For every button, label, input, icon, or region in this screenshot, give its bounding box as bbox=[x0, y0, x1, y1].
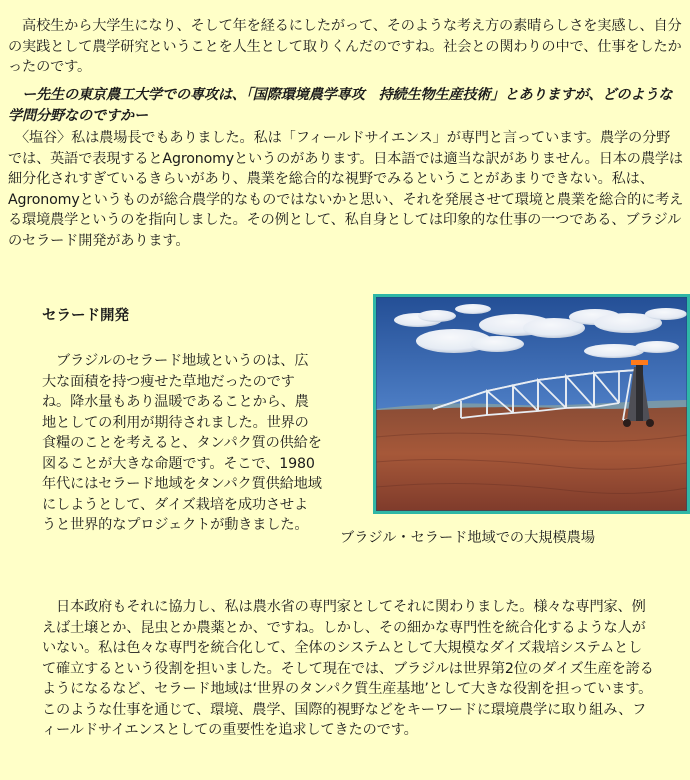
farm-photo-illustration bbox=[376, 297, 687, 511]
cerrado-section-heading: セラード開発 bbox=[42, 308, 129, 325]
red-soil-field bbox=[376, 407, 687, 511]
interview-question: ー先生の東京農工大学での専攻は、「国際環境農学専攻 持続生物生産技術」とありますが、どのような学問分野なのですかー bbox=[8, 87, 673, 124]
cerrado-farm-photo bbox=[373, 294, 690, 514]
answer-paragraph: 〈塩谷〉私は農場長でもありました。私は「フィールドサイエンス」が専門と言っています。農学の分野では、英語で表現するとAgronomyというのがあります。日本語では適当な訳がありません。日本の農学は細分化されすぎているきらいがあり、農業を総合的な視野でみるということがあまりできない。私は、Agronomyというものが総合農学的なものではないかと思い、それを発展させて環境と農業を総合的に考える環境農学というのを指向しました。その例として、私自身としては印象的な仕事の一つである、ブラジルのセラード開発があります。 bbox=[8, 130, 684, 249]
photo-caption: ブラジル・セラード地域での大規模農場 bbox=[340, 530, 596, 547]
cerrado-paragraph: ブラジルのセラード地域というのは、広大な面積を持つ痩せた草地だったのですね。降水量もあり温暖であることから、農地としての利用が期待されました。世界の食糧のことを考えると、タンパク質の供給を図ることが大きな命題です。そこで、1980年代にはセラード地域をタンパク質供給地域にしようとして、ダイズ栽培を成功させようと世界的なプロジェクトが動きました。 bbox=[42, 353, 322, 534]
closing-paragraph: 日本政府もそれに協力し、私は農水省の専門家としてそれに関わりました。様々な専門家、例えば土壌とか、昆虫とか農薬とか、ですね。しかし、その細かな専門性を統合化するような人がいない。私は色々な専門を統合化して、全体のシステムとして大規模なダイズ栽培システムとして確立するという役割を担いました。そして現在では、ブラジルは世界第2位のダイズ生産を誇るようになるなど、セラード地域は‘世界のタンパク質生産基地’として大きな役割を担っています。このような仕事を通じて、環境、農学、国際的視野などをキーワードに環境農学に取り組み、フィールドサイエンスとしての重要性を追求してきたのです。 bbox=[42, 599, 654, 739]
intro-paragraph: 高校生から大学生になり、そして年を経るにしたがって、そのような考え方の素晴らしさを実感し、自分の実践として農学研究ということを人生として取りくんだのですね。社会との関わりの中で、仕事をしたかったのです。 bbox=[8, 18, 682, 76]
